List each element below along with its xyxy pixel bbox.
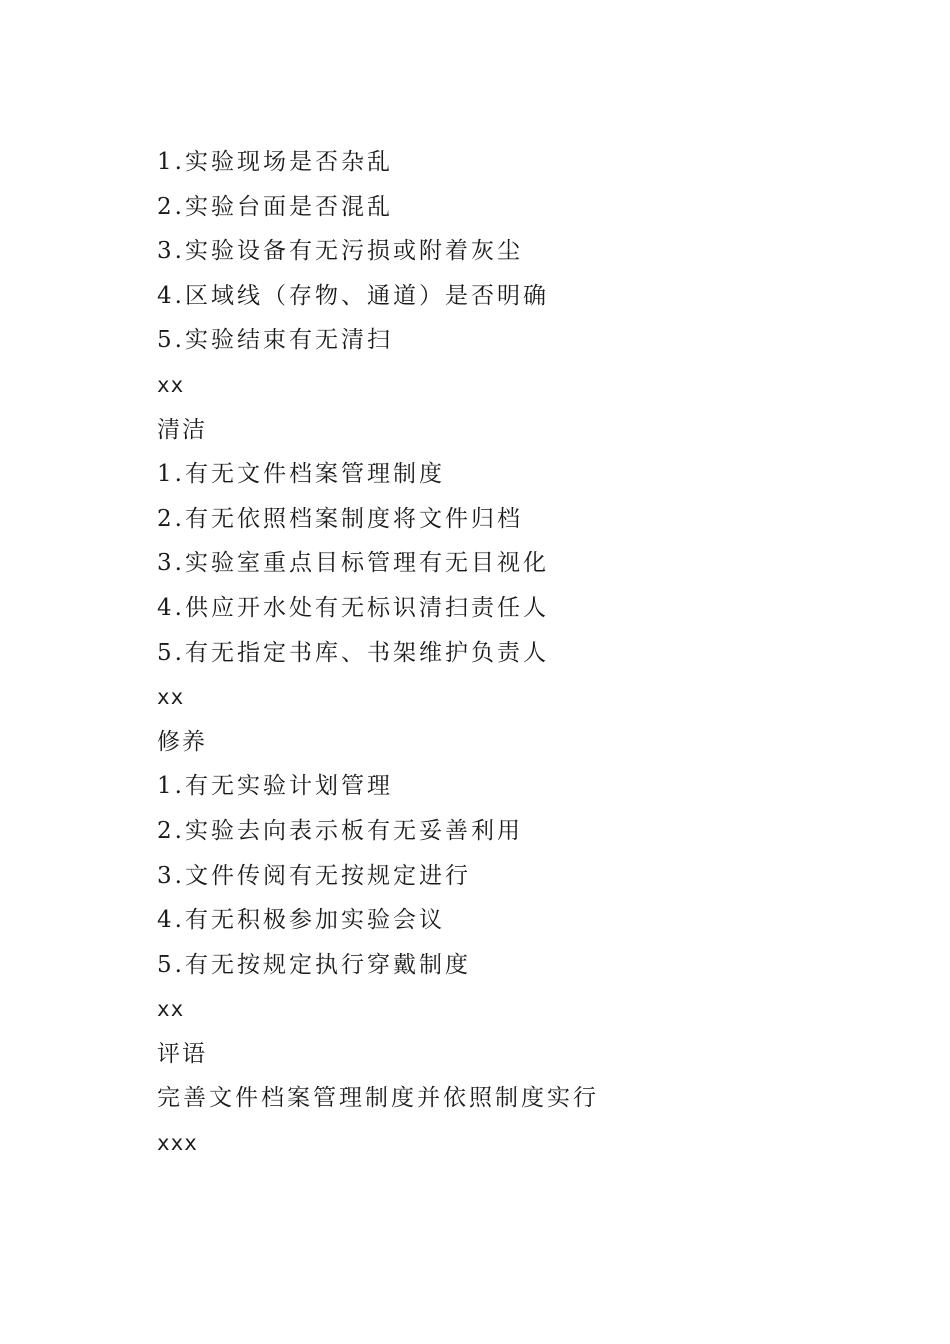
- checklist-item: 4.有无积极参加实验会议: [157, 907, 445, 934]
- checklist-item: 2.实验台面是否混乱: [157, 193, 393, 220]
- checklist-item: 2.实验去向表示板有无妥善利用: [157, 817, 523, 844]
- checklist-item: 5.有无按规定执行穿戴制度: [157, 951, 471, 978]
- document-body: [157, 140, 857, 1166]
- checklist-item: 5.实验结束有无清扫: [157, 327, 393, 354]
- checklist-item: 1.有无文件档案管理制度: [157, 461, 445, 488]
- checklist-item: 4.供应开水处有无标识清扫责任人: [157, 594, 549, 621]
- section-score: xx: [157, 372, 185, 397]
- section-heading: 清洁: [157, 416, 207, 443]
- remarks-heading: 评语: [157, 1040, 207, 1067]
- section-score: xx: [157, 997, 185, 1022]
- checklist-item: 4.区域线（存物、通道）是否明确: [157, 282, 549, 309]
- checklist-item: 3.实验设备有无污损或附着灰尘: [157, 238, 523, 265]
- checklist-item: 3.实验室重点目标管理有无目视化: [157, 550, 549, 577]
- section-score: xx: [157, 685, 185, 710]
- section-heading: 修养: [157, 728, 207, 755]
- checklist-item: 3.文件传阅有无按规定进行: [157, 862, 471, 889]
- checklist-item: 2.有无依照档案制度将文件归档: [157, 505, 523, 532]
- checklist-item: 1.有无实验计划管理: [157, 773, 393, 800]
- remarks-score: xxx: [157, 1131, 198, 1156]
- remarks-text: 完善文件档案管理制度并依照制度实行: [157, 1085, 599, 1112]
- checklist-item: 1.实验现场是否杂乱: [157, 149, 393, 175]
- checklist-item: 5.有无指定书库、书架维护负责人: [157, 639, 549, 666]
